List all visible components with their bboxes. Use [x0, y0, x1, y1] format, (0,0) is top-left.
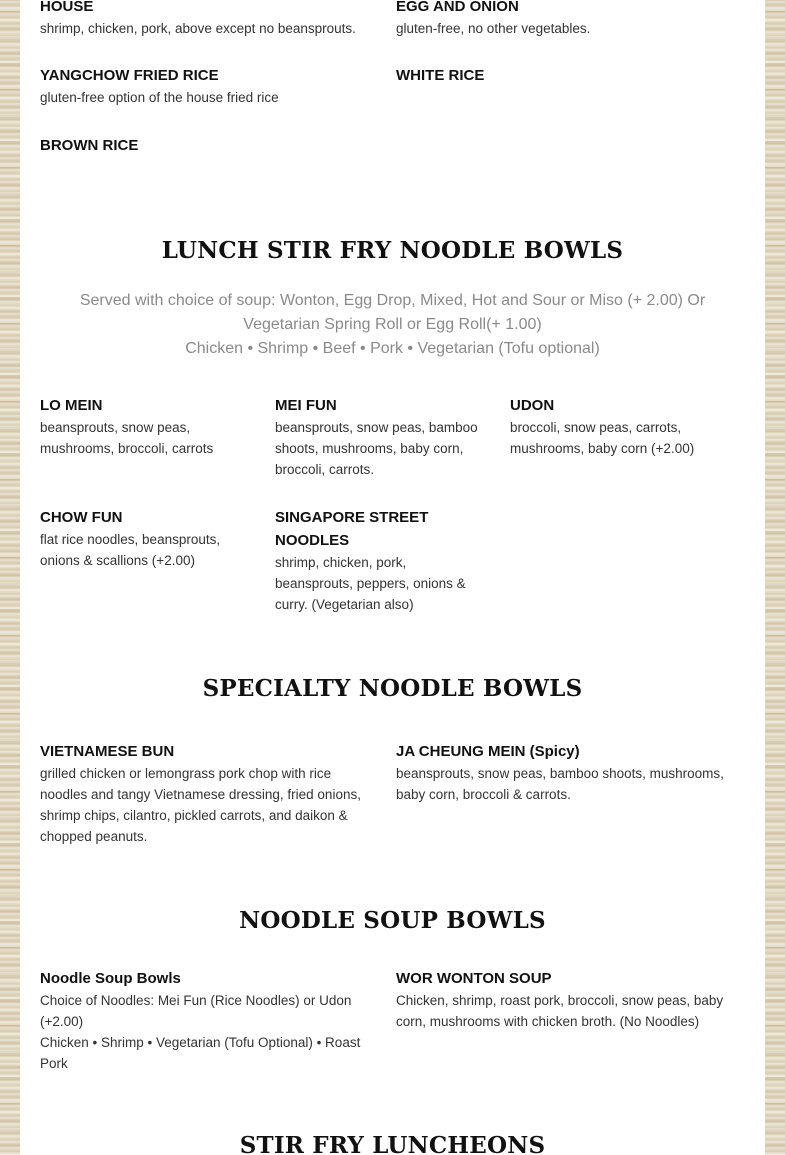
section-title-noodle-soup: NOODLE SOUP BOWLS — [239, 907, 546, 934]
item-title: Noodle Soup Bowls — [40, 970, 181, 987]
item-description: broccoli, snow peas, carrots, mushrooms, baby corn (+2.00) — [510, 420, 695, 456]
item-title: MEI FUN — [275, 397, 337, 414]
item-description: beansprouts, snow peas, mushrooms, broccoli, carrots — [40, 420, 214, 456]
item-description: shrimp, chicken, pork, above except no beansprouts. — [40, 21, 356, 36]
item-title: CHOW FUN — [40, 509, 123, 526]
item-description: beansprouts, snow peas, bamboo shoots, mushrooms, baby corn, broccoli, carrots. — [275, 420, 478, 477]
menu-item-lo-mein — [40, 394, 245, 459]
item-description: beansprouts, snow peas, bamboo shoots, mushrooms, baby corn, broccoli & carrots. — [396, 766, 724, 802]
menu-item-singapore-street-noodles — [275, 506, 480, 615]
protein-options: Chicken • Shrimp • Beef • Pork • Vegetarian (Tofu optional) — [185, 340, 600, 357]
item-description: Choice of Noodles: Mei Fun (Rice Noodles) or Udon (+2.00) — [40, 993, 352, 1029]
item-title: YANGCHOW FRIED RICE — [40, 67, 219, 84]
item-description: grilled chicken or lemongrass pork chop with rice noodles and tangy Vietnamese dressing, fried onions, shrimp chips, cilantro, pickled carrots, and daikon & chopped peanuts. — [40, 766, 361, 844]
menu-item-house — [40, 0, 380, 39]
item-description: gluten-free option of the house fried rice — [40, 90, 279, 105]
item-title: WHITE RICE — [396, 67, 485, 84]
menu-item-yangchow-fried-rice — [40, 64, 380, 108]
item-title: HOUSE — [40, 0, 94, 15]
menu-item-brown-rice — [40, 134, 380, 157]
section-title-stir-fry-luncheons: STIR FRY LUNCHEONS — [239, 1132, 546, 1155]
item-description: flat rice noodles, beansprouts, onions & scallions (+2.00) — [40, 532, 221, 568]
item-description: Chicken, shrimp, roast pork, broccoli, snow peas, baby corn, mushrooms with chicken broth. (No Noodles) — [396, 993, 724, 1029]
section-title-specialty: SPECIALTY NOODLE BOWLS — [202, 675, 583, 702]
item-title: EGG AND ONION — [396, 0, 519, 15]
section-intro: Served with choice of soup: Wonton, Egg Drop, Mixed, Hot and Sour or Miso (+ 2.00) Or Vegetarian Spring Roll or Egg Roll(+ 1.00) — [79, 292, 706, 333]
menu-item-vietnamese-bun — [40, 740, 380, 847]
menu-item-ja-cheung-mein — [396, 740, 736, 805]
section-title-lunch-stir-fry: LUNCH STIR FRY NOODLE BOWLS — [161, 237, 624, 264]
menu-item-chow-fun — [40, 506, 245, 571]
item-title: SINGAPORE STREET NOODLES — [275, 509, 429, 549]
item-description: gluten-free, no other vegetables. — [396, 21, 591, 36]
menu-item-mei-fun — [275, 394, 487, 480]
item-title: LO MEIN — [40, 397, 103, 414]
menu-item-white-rice — [396, 64, 736, 87]
item-title: UDON — [510, 397, 555, 414]
menu-item-udon — [510, 394, 720, 459]
item-title: WOR WONTON SOUP — [396, 970, 552, 987]
item-title: VIETNAMESE BUN — [40, 743, 175, 760]
menu-item-wor-wonton-soup — [396, 967, 741, 1032]
item-title: JA CHEUNG MEIN (Spicy) — [396, 743, 580, 760]
menu-item-noodle-soup-bowls — [40, 967, 380, 1074]
menu-item-egg-and-onion — [396, 0, 736, 39]
item-title: BROWN RICE — [40, 137, 139, 154]
protein-options: Chicken • Shrimp • Vegetarian (Tofu Optional) • Roast Pork — [40, 1035, 361, 1071]
item-description: shrimp, chicken, pork, beansprouts, peppers, onions & curry. (Vegetarian also) — [275, 555, 466, 612]
